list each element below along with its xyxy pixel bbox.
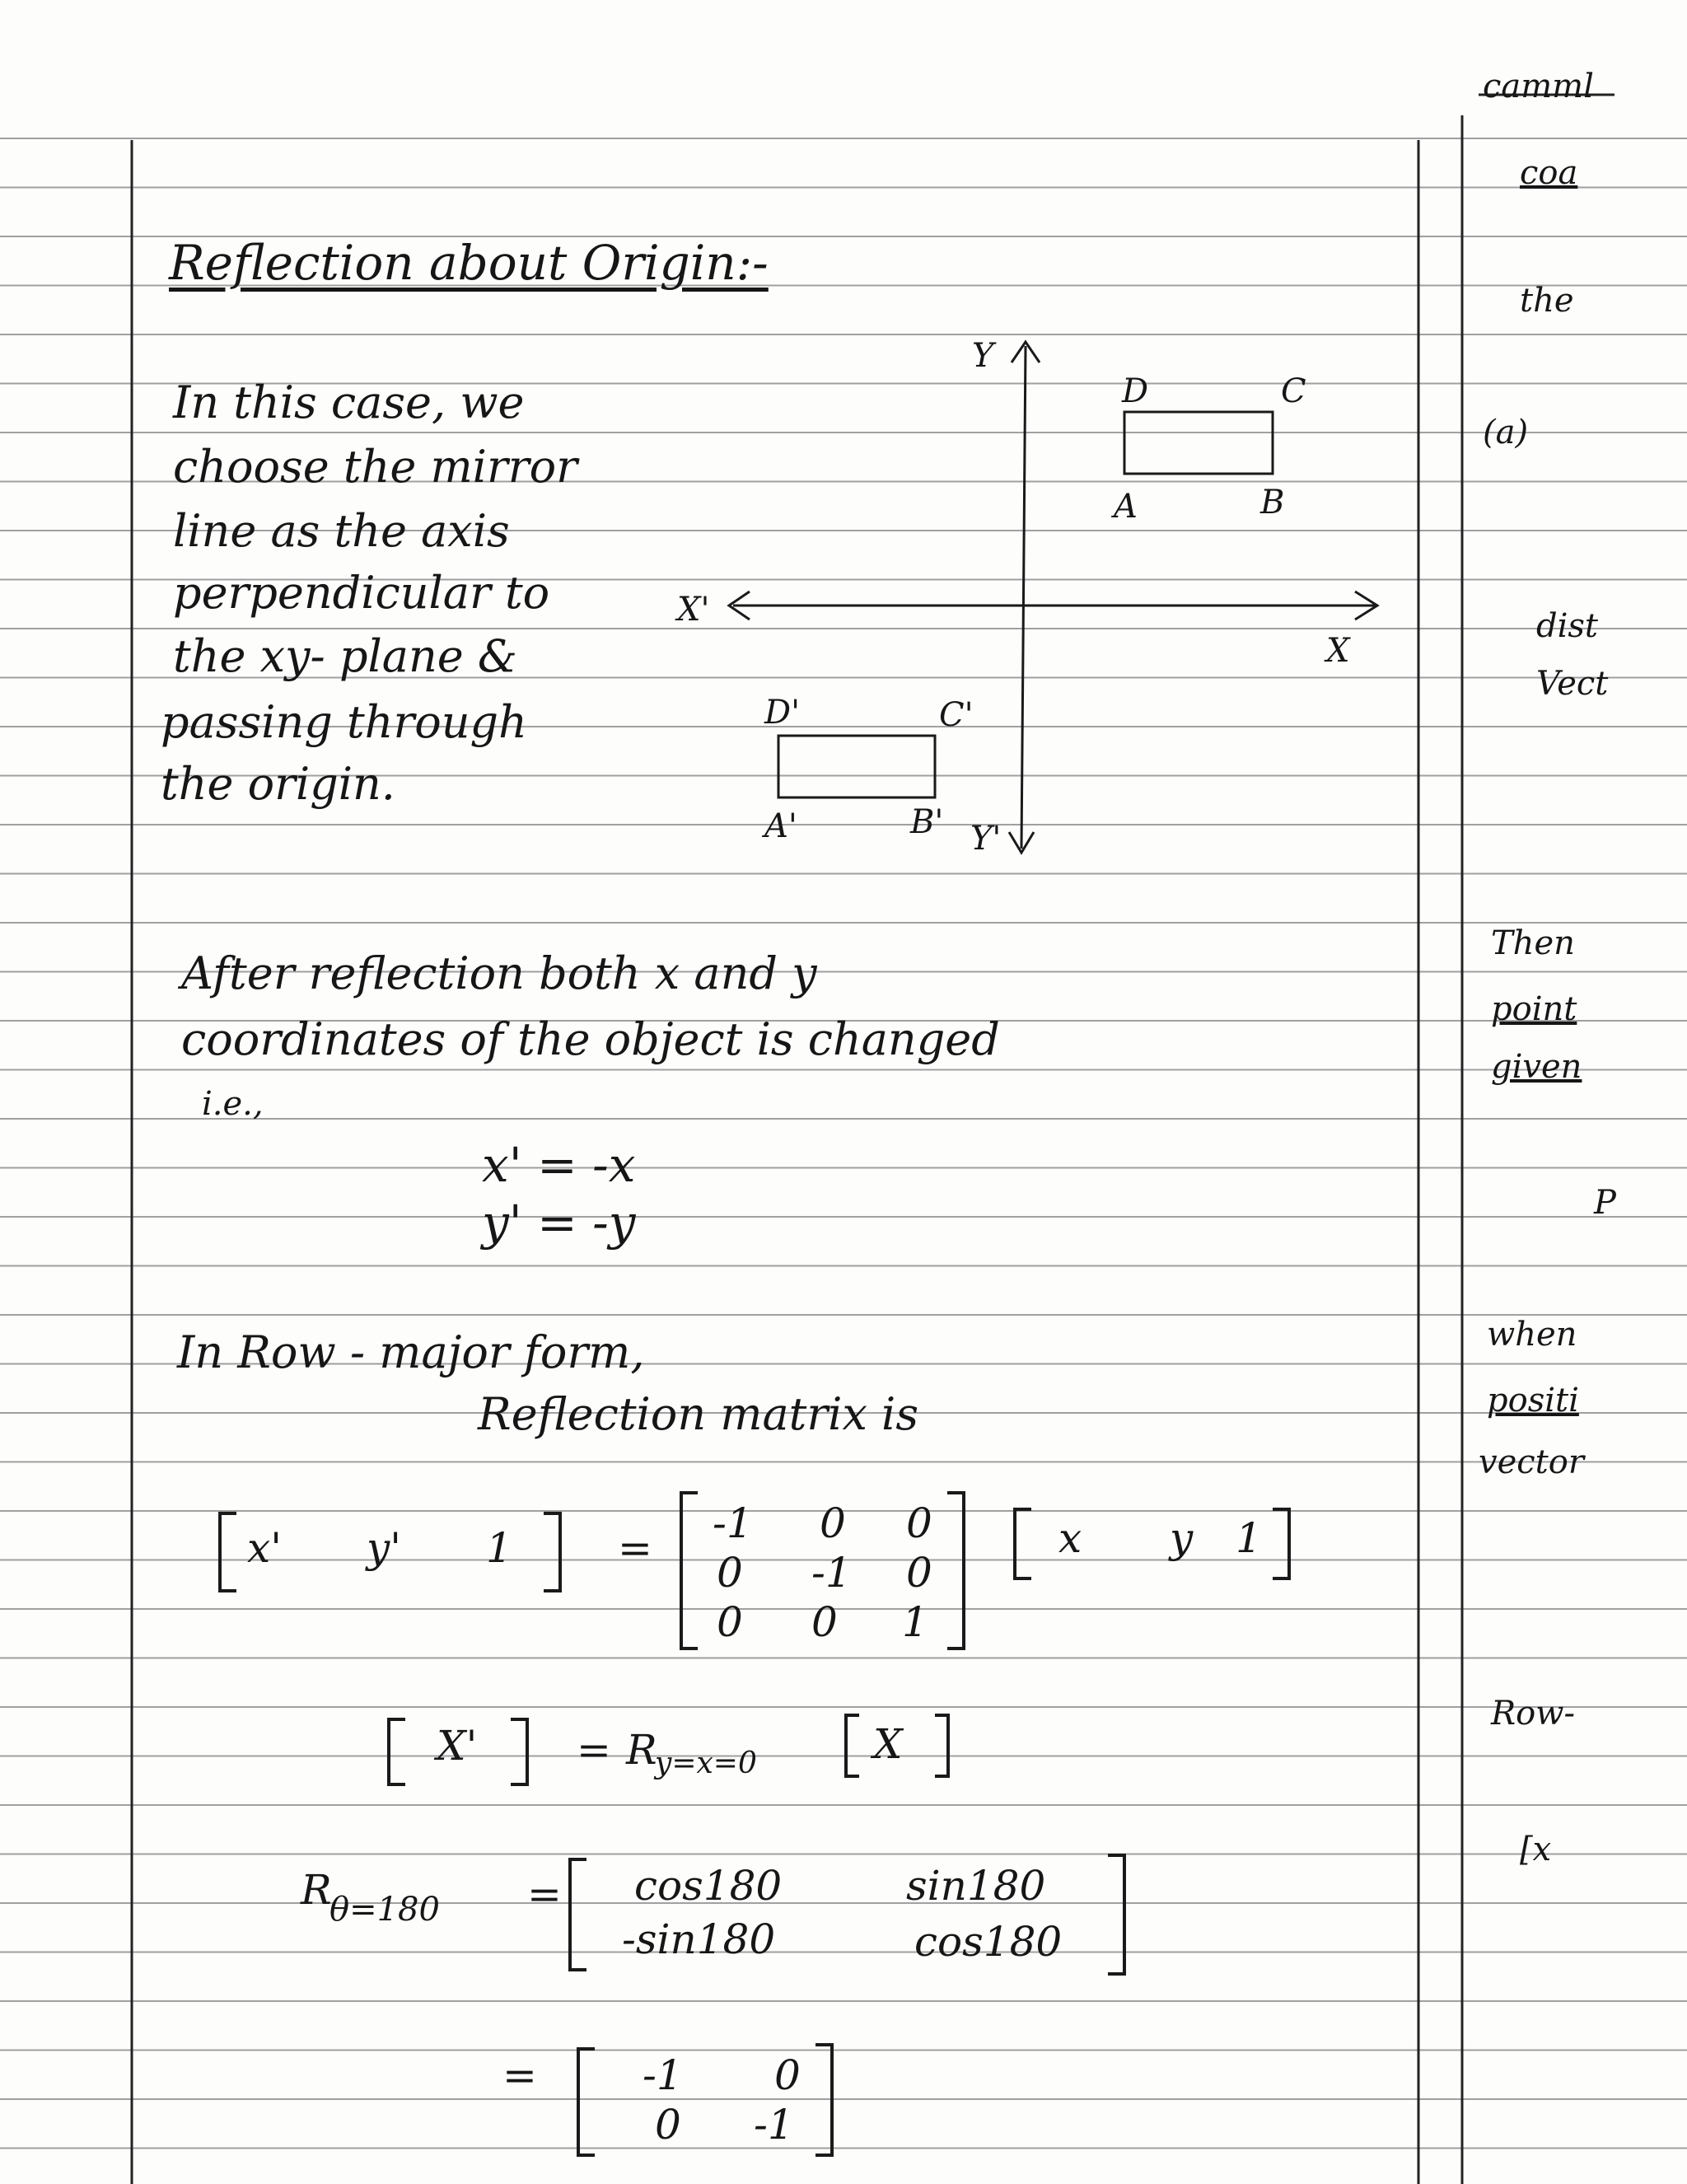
matrix-cell: 0 — [906, 1549, 932, 1597]
margin-note: Row- — [1491, 1695, 1575, 1733]
intro-line: In this case, we — [173, 376, 525, 428]
equals-sign: = — [618, 1524, 652, 1572]
intro-line: line as the axis — [173, 505, 510, 557]
margin-note: when — [1487, 1316, 1577, 1354]
intro-line: the xy- plane & — [173, 630, 517, 682]
matrix-cell: 0 — [774, 2051, 801, 2099]
margin-note: Vect — [1536, 665, 1609, 703]
matrix-cell: cos180 — [914, 1918, 1063, 1966]
vertex-label: A' — [764, 807, 797, 845]
vertex-label: D' — [764, 694, 801, 732]
equals-sign: = — [577, 1726, 611, 1774]
matrix-cell: 0 — [717, 1598, 743, 1646]
matrix-cell: 0 — [820, 1499, 846, 1547]
vertex-label: D — [1122, 372, 1149, 410]
intro-line: choose the mirror — [173, 441, 577, 493]
reflected-rectangle — [778, 736, 935, 797]
margin-note: point — [1491, 990, 1577, 1028]
matrix-cell: 0 — [811, 1598, 838, 1646]
rotation-symbol: R — [301, 1866, 332, 1914]
row-major-line: Reflection matrix is — [478, 1388, 919, 1440]
axis-label-x-neg: X' — [677, 591, 710, 629]
margin-note: P — [1594, 1184, 1616, 1222]
rhs-entry: 1 — [1236, 1514, 1262, 1562]
equation-x: x' = -x — [482, 1137, 636, 1193]
matrix-cell: 0 — [906, 1499, 932, 1547]
margin-note: coa — [1520, 154, 1578, 192]
matrix-cell: -sin180 — [622, 1915, 776, 1963]
axis-label-x: X — [1326, 632, 1350, 670]
margin-note: camml — [1483, 68, 1594, 105]
margin-note: Then — [1491, 924, 1575, 962]
rhs-entry: x — [1058, 1514, 1082, 1562]
page-title: Reflection about Origin:- — [169, 235, 769, 291]
matrix-cell: sin180 — [906, 1862, 1046, 1910]
compact-lhs: X' — [437, 1722, 478, 1770]
vertex-label: B — [1260, 484, 1285, 521]
compact-rhs: X — [873, 1720, 903, 1768]
explanation-line: coordinates of the object is changed — [181, 1013, 1000, 1065]
matrix-cell: 0 — [717, 1549, 743, 1597]
margin-note: (a) — [1483, 414, 1529, 451]
row-major-line: In Row - major form, — [177, 1326, 645, 1378]
matrix-cell: 1 — [902, 1598, 928, 1646]
matrix-cell: 0 — [655, 2101, 681, 2149]
intro-line: the origin. — [161, 758, 395, 810]
equals-sign: = — [527, 1870, 562, 1918]
vertex-label: A — [1114, 488, 1138, 526]
intro-line: passing through — [161, 696, 527, 748]
matrix-cell: -1 — [643, 2051, 683, 2099]
operator-symbol: R — [626, 1726, 657, 1774]
rotation-subscript: θ=180 — [329, 1891, 440, 1929]
lhs-entry: 1 — [486, 1524, 512, 1572]
margin-note: dist — [1536, 607, 1598, 645]
vertex-label: C' — [939, 696, 974, 734]
lhs-entry: y' — [367, 1524, 401, 1572]
lhs-entry: x' — [247, 1524, 282, 1572]
y-axis — [1021, 346, 1026, 849]
intro-line: perpendicular to — [173, 567, 550, 619]
explanation-line: After reflection both x and y — [181, 947, 817, 999]
margin-note: positi — [1487, 1382, 1579, 1419]
equation-y: y' = -y — [482, 1195, 636, 1251]
axis-label-y-neg: Y' — [970, 820, 1002, 858]
margin-note: vector — [1479, 1443, 1584, 1481]
matrix-cell: cos180 — [634, 1862, 783, 1910]
explanation-line: i.e., — [202, 1085, 264, 1123]
operator-subscript: y=x=0 — [655, 1747, 757, 1780]
vertex-label: B' — [910, 803, 944, 841]
original-rectangle — [1124, 412, 1273, 474]
rhs-entry: y — [1170, 1514, 1194, 1562]
equals-sign: = — [502, 2051, 537, 2099]
margin-note: given — [1491, 1048, 1582, 1086]
margin-note: the — [1520, 282, 1574, 320]
matrix-cell: -1 — [811, 1549, 852, 1597]
vertex-label: C — [1281, 372, 1306, 410]
matrix-cell: -1 — [713, 1499, 753, 1547]
margin-note: [x — [1520, 1831, 1552, 1868]
axis-label-y: Y — [972, 337, 994, 375]
matrix-cell: -1 — [754, 2101, 794, 2149]
